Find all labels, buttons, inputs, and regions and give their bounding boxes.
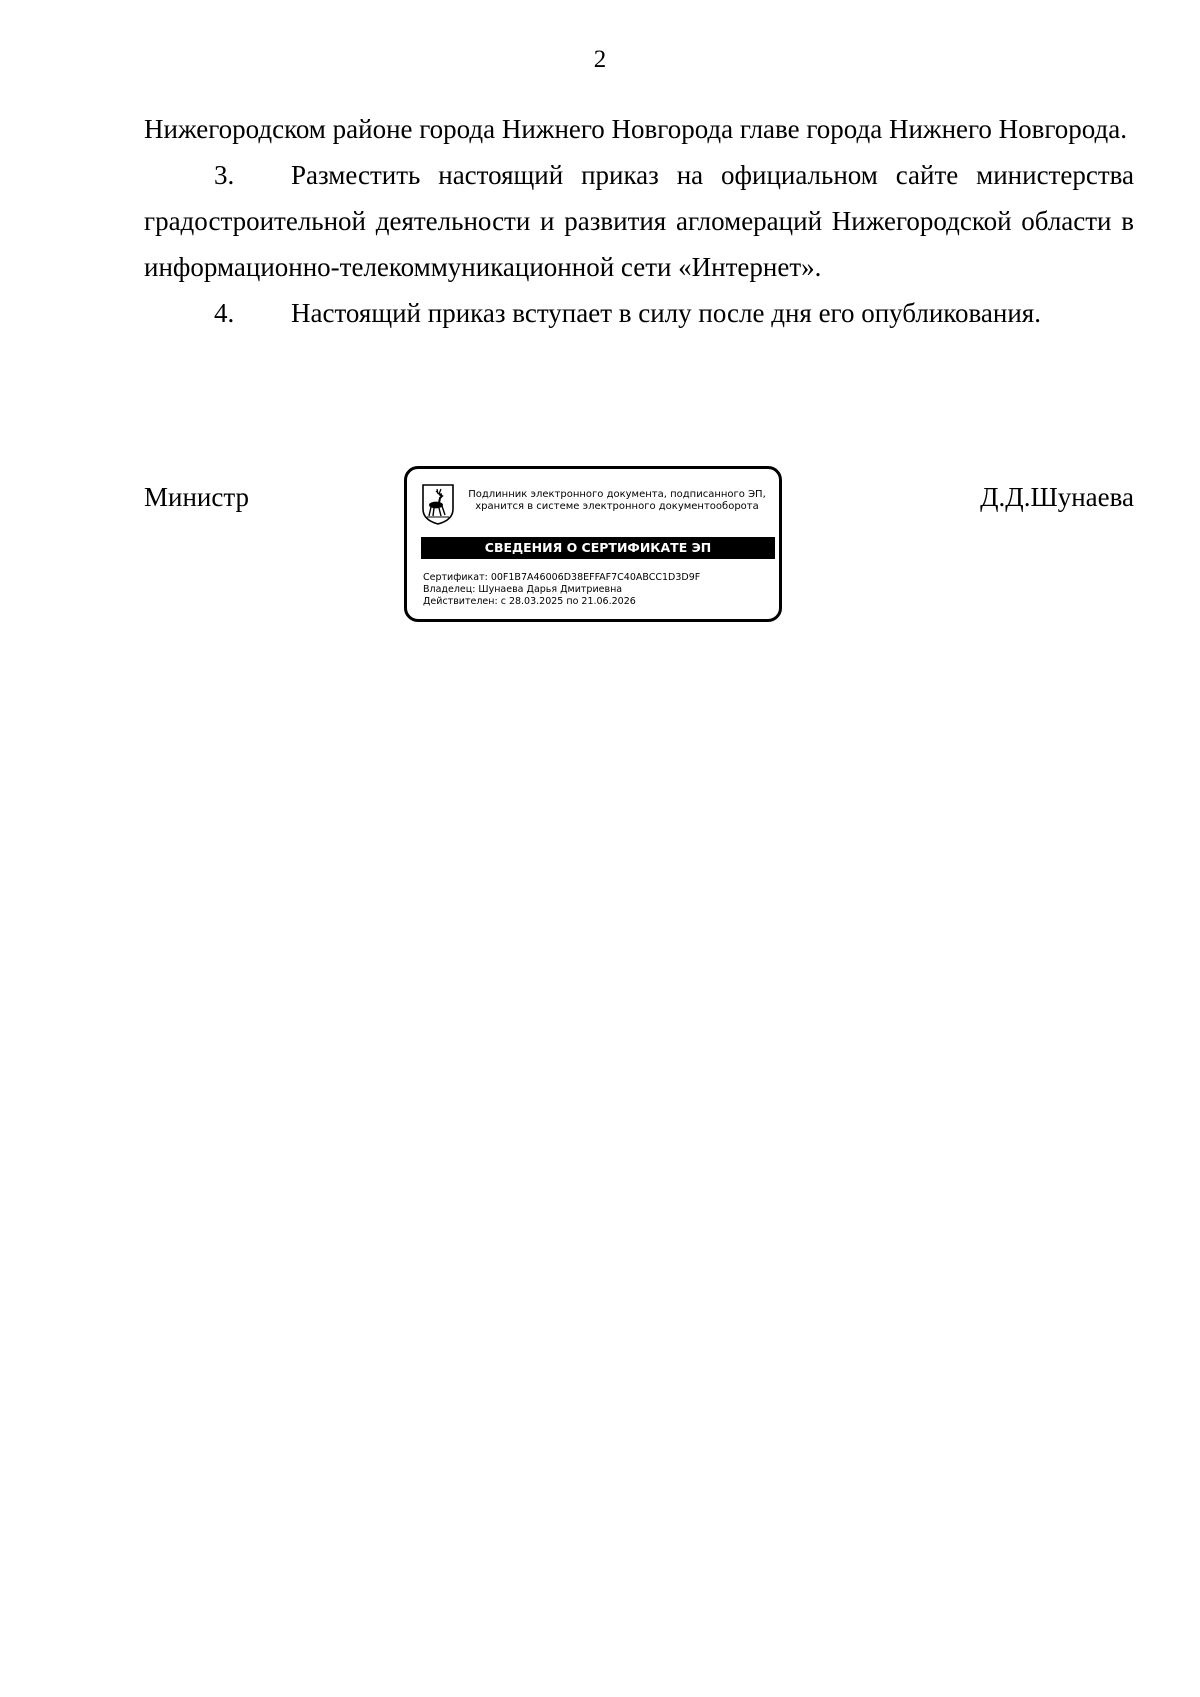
stamp-header-line: хранится в системе электронного документооборота <box>475 501 759 512</box>
certificate-owner: Владелец: Шунаева Дарья Дмитриевна <box>423 584 623 595</box>
stamp-certificate-details <box>423 572 775 608</box>
certificate-number: Сертификат: 00F1B7A46006D38EFFAF7C40ABCC1D3D9F <box>423 572 701 583</box>
paragraph-item-3 <box>144 152 1134 290</box>
item-number: 3. <box>214 160 235 190</box>
item-text: Разместить настоящий приказ на официальном сайте министерства градостроительной деятельности и развития агломераций Нижегородской области в информационно-телекоммуникационной сети «Интернет». <box>144 160 1134 282</box>
signature-block <box>144 466 1134 626</box>
paragraph-item-4 <box>144 290 1134 336</box>
item-number: 4. <box>214 298 235 328</box>
stamp-header <box>459 489 775 513</box>
stamp-header-line: Подлинник электронного документа, подписанного ЭП, <box>468 489 766 500</box>
coat-of-arms-deer-icon <box>421 483 455 525</box>
stamp-title-bar: СВЕДЕНИЯ О СЕРТИФИКАТЕ ЭП <box>421 537 775 559</box>
item-text: Настоящий приказ вступает в силу после дня его опубликования. <box>291 298 1041 328</box>
certificate-validity: Действителен: с 28.03.2025 по 21.06.2026 <box>423 596 636 607</box>
paragraph-continuation: Нижегородском районе города Нижнего Новгорода главе города Нижнего Новгорода. <box>144 114 1127 144</box>
signatory-name: Д.Д.Шунаева <box>980 482 1134 512</box>
document-body <box>144 106 1134 336</box>
page-number: 2 <box>593 46 607 73</box>
signatory-position: Министр <box>144 482 249 512</box>
electronic-signature-stamp <box>404 466 782 622</box>
